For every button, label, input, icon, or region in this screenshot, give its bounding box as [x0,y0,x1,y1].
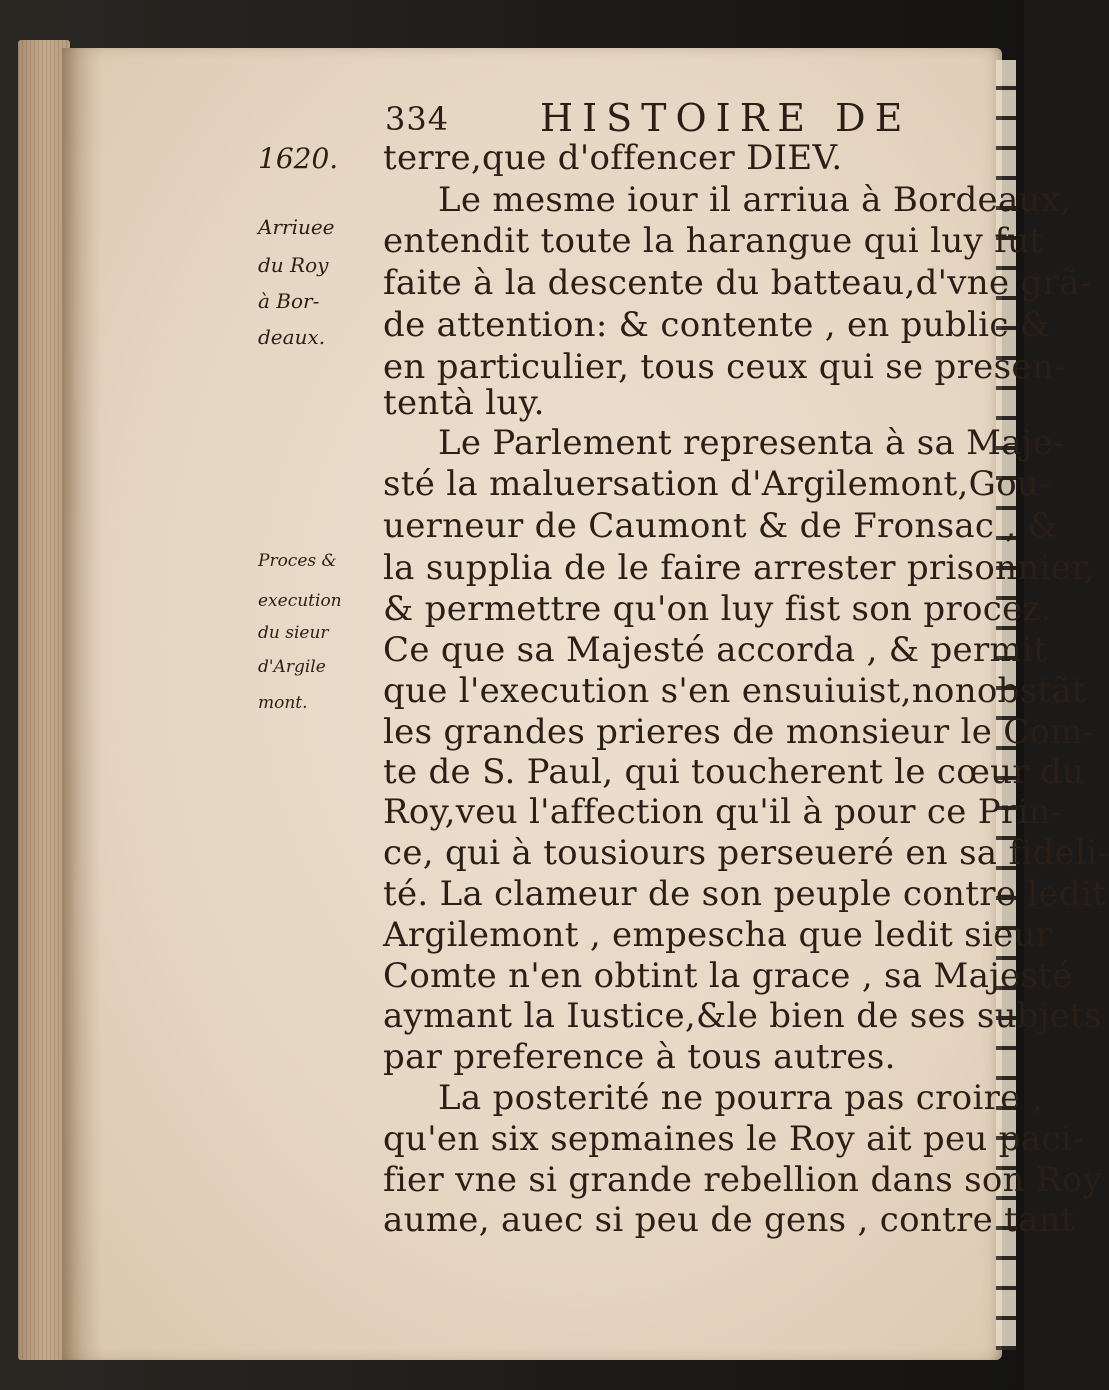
margin-note-line: Proces & [258,551,337,571]
year-margin: 1620. [258,142,339,175]
body-line: Roy,veu l'affection qu'il à pour ce Prin- [383,792,1063,832]
body-line: faite à la descente du batteau,d'vne grã- [383,263,1092,303]
running-title: HISTOIRE DE [540,96,912,140]
margin-note-line: du Roy [258,253,329,277]
body-line: entendit toute la harangue qui luy fut [383,221,1044,261]
margin-note-line: du sieur [258,623,329,643]
body-line: que l'execution s'en ensuiuist,nonobstãt [383,671,1086,711]
body-line: Argilemont , empescha que ledit sieur [383,915,1053,955]
body-line: Comte n'en obtint la grace , sa Majesté [383,956,1073,996]
body-line: Le mesme iour il arriua à Bordeaux, [438,180,1072,220]
body-line: aymant la Iustice,&le bien de ses subjets [383,996,1102,1036]
body-line: terre,que d'offencer DIEV. [383,138,843,178]
body-line: par preference à tous autres. [383,1037,896,1077]
body-line: les grandes prieres de monsieur le Com- [383,712,1095,752]
margin-note-line: Arriuee [258,215,335,239]
body-line: uerneur de Caumont & de Fronsac , & [383,506,1059,546]
body-line: de attention: & contente , en public & [383,305,1051,345]
body-line: te de S. Paul, qui toucherent le cœur du [383,752,1085,792]
body-line: té. La clameur de son peuple contre ledit [383,874,1107,914]
margin-note-line: d'Argile [258,657,326,677]
page-number: 334 [385,100,450,138]
body-line: en particulier, tous ceux qui se presen- [383,347,1066,387]
margin-note-line: à Bor- [258,289,320,313]
body-line: ce, qui à tousiours perseueré en sa fideli- [383,833,1109,873]
body-line: Le Parlement representa à sa Maje- [438,423,1065,463]
body-line: la supplia de le faire arrester prisonnier, [383,548,1096,588]
gutter-shadow [62,48,102,1360]
margin-note-line: execution [258,591,342,611]
body-line: & permettre qu'on luy fist son procez. [383,589,1052,629]
body-line: qu'en six sepmaines le Roy ait peu paci- [383,1119,1084,1159]
body-line: fier vne si grande rebellion dans son Roy [383,1160,1103,1200]
body-line: La posterité ne pourra pas croire , [438,1078,1043,1118]
margin-note-line: mont. [258,693,308,713]
body-line: sté la maluersation d'Argilemont,Gou- [383,464,1051,504]
margin-note-line: deaux. [258,325,326,349]
body-line: aume, auec si peu de gens , contre tant [383,1200,1075,1240]
body-line: Ce que sa Majesté accorda , & permit [383,630,1048,670]
body-line: tentà luy. [383,383,545,423]
